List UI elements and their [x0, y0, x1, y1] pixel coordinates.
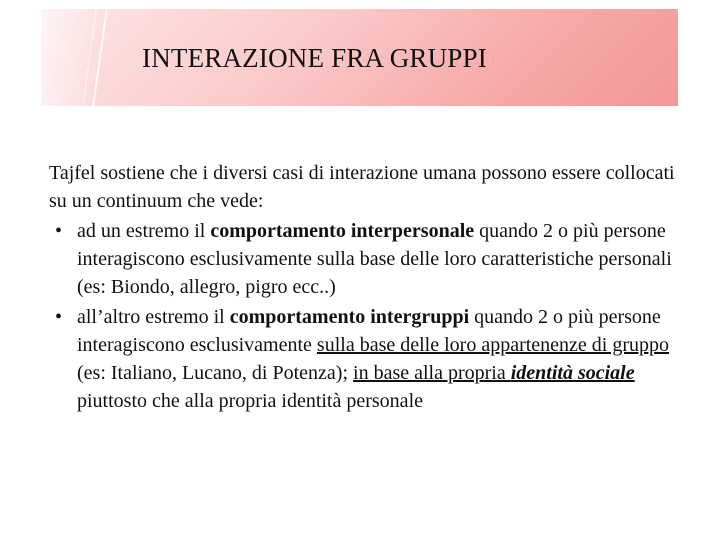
bullet-icon: •	[55, 220, 63, 242]
title-banner	[41, 9, 678, 106]
bullet-item-interpersonal	[49, 217, 689, 301]
underlined-group-membership: sulla base delle loro appartenenze di gruppo	[316, 334, 670, 356]
bullet-text-pre: all’altro estremo il	[77, 306, 230, 328]
bullet-list	[49, 217, 689, 415]
underlined-social-basis: in base alla propria	[353, 362, 511, 384]
intro-paragraph: Tajfel sostiene che i diversi casi di interazione umana possono essere collocati su un continuum che vede:	[49, 162, 675, 212]
term-social-identity: identità sociale	[510, 362, 635, 384]
bullet-text-mid: quando 2 o più persone interagiscono esclusivamente	[77, 306, 661, 356]
term-intergroup: comportamento intergruppi	[229, 306, 470, 328]
bullet-text-pre: ad un estremo il	[77, 220, 211, 242]
bullet-icon: •	[55, 306, 63, 328]
bullet-text-examples: (es: Italiano, Lucano, di Potenza);	[77, 362, 354, 384]
term-interpersonal: comportamento interpersonale	[210, 220, 475, 242]
bullet-item-intergroup	[49, 303, 689, 415]
slide-title: INTERAZIONE FRA GRUPPI	[142, 43, 487, 73]
bullet-text-post: quando 2 o più persone interagiscono esclusivamente sulla base delle loro caratteristiche personali (es: Biondo, allegro, pigro ecc..)	[77, 220, 672, 298]
banner-highlight	[41, 9, 101, 106]
slide-body	[49, 159, 689, 417]
bullet-text-post: piuttosto che alla propria identità personale	[77, 390, 423, 412]
